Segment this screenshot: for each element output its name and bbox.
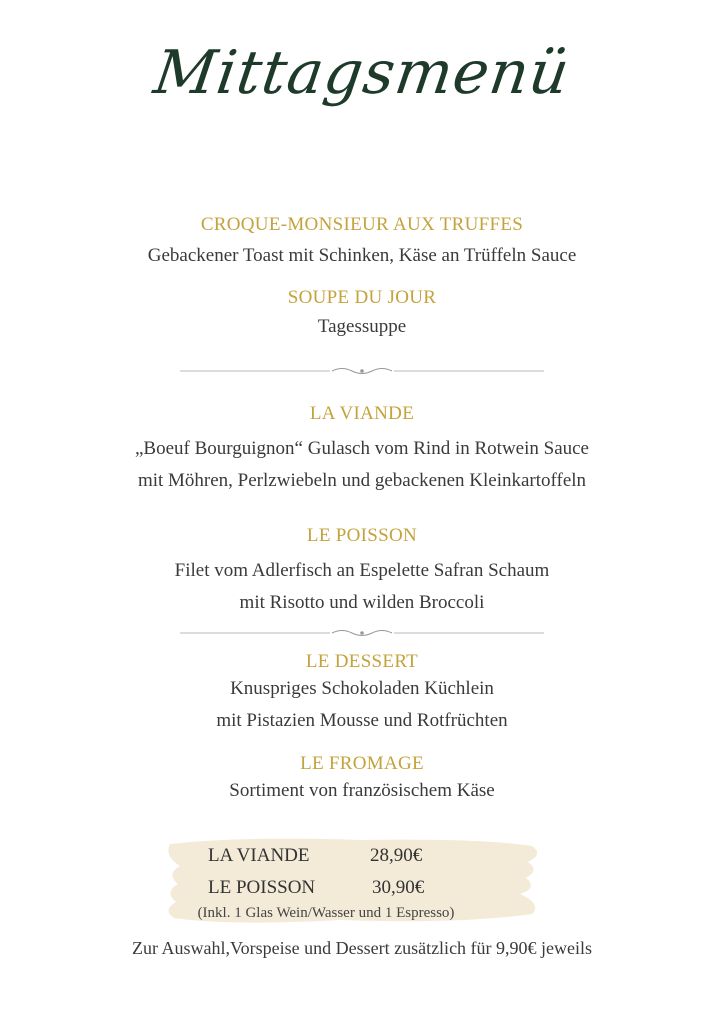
ornament-divider [180, 366, 544, 376]
section-dessert [0, 651, 724, 737]
section-line: mit Pistazien Mousse und Rotfrüchten [216, 710, 508, 731]
section-line: mit Möhren, Perlzwiebeln und gebackenen Kleinkartoffeln [137, 470, 587, 491]
section-heading: LE DESSERT [305, 651, 419, 672]
section-heading: LA VIANDE [309, 403, 415, 424]
section-viande [0, 403, 724, 497]
section-line: Sortiment von französischem Käse [229, 780, 495, 801]
section-heading: CROQUE-MONSIEUR AUX TRUFFES [200, 214, 524, 235]
section-fromage [0, 753, 724, 807]
ornament-divider [180, 628, 544, 638]
page-title: Mittagsmenü [149, 38, 575, 108]
price-value: 28,90€ [370, 845, 423, 866]
section-heading: SOUPE DU JOUR [287, 287, 437, 308]
price-label: LA VIANDE [208, 845, 310, 866]
section-heading: LE POISSON [306, 525, 418, 546]
section-croque [0, 214, 724, 272]
section-poisson [0, 525, 724, 619]
section-line: „Boeuf Bourguignon“ Gulasch vom Rind in Rotwein Sauce [134, 438, 589, 459]
price-note: (Inkl. 1 Glas Wein/Wasser und 1 Espresso) [197, 905, 455, 921]
section-heading: LE FROMAGE [300, 753, 424, 774]
price-label: LE POISSON [208, 877, 316, 898]
section-line: Gebackener Toast mit Schinken, Käse an Trüffeln Sauce [147, 245, 577, 266]
section-line: Knuspriges Schokoladen Küchlein [230, 678, 494, 699]
section-soupe [0, 287, 724, 343]
price-value: 30,90€ [372, 877, 425, 898]
section-line: Filet vom Adlerfisch an Espelette Safran Schaum [174, 560, 550, 581]
section-line: mit Risotto und wilden Broccoli [239, 592, 485, 613]
footer-note: Zur Auswahl,Vorspeise und Dessert zusätzlich für 9,90€ jeweils [131, 938, 593, 958]
section-line: Tagessuppe [317, 316, 407, 337]
